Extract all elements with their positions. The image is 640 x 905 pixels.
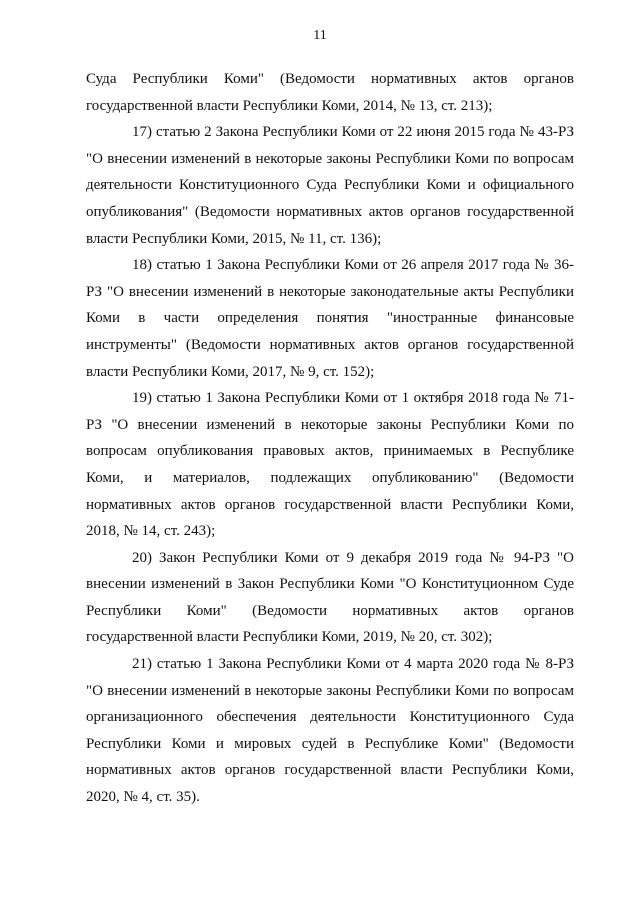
page-number: 11	[313, 28, 327, 43]
list-item-19: 19) статью 1 Закона Республики Коми от 1 октября 2018 года № 71-РЗ "О внесении изменений в некоторые законы Республики Коми по вопросам опубликования правовых актов, принимаемых в Республике Коми, и материалов, подлежащих опубликованию" (Ведомости нормативных актов органов государственной власти Республики Коми, 2018, № 14, ст. 243);	[86, 390, 574, 540]
list-item-18: 18) статью 1 Закона Республики Коми от 26 апреля 2017 года № 36-РЗ "О внесении изменений в некоторые законодательные акты Республики Коми в части определения понятия "иностранные финансовые инструменты" (Ведомости нормативных актов органов государственной власти Республики Коми, 2017, № 9, ст. 152);	[86, 257, 574, 380]
document-body	[86, 66, 574, 811]
list-item-21: 21) статью 1 Закона Республики Коми от 4 марта 2020 года № 8-РЗ "О внесении изменений в некоторые законы Республики Коми по вопросам организационного обеспечения деятельности Конституционного Суда Республики Коми и мировых судей в Республике Коми" (Ведомости нормативных актов органов государственной власти Республики Коми, 2020, № 4, ст. 35).	[86, 656, 574, 806]
list-item-17: 17) статью 2 Закона Республики Коми от 22 июня 2015 года № 43-РЗ "О внесении изменений в некоторые законы Республики Коми по вопросам деятельности Конституционного Суда Республики Коми и официального опубликования" (Ведомости нормативных актов органов государственной власти Республики Коми, 2015, № 11, ст. 136);	[86, 124, 574, 247]
paragraph-continuation: Суда Республики Коми" (Ведомости нормативных актов органов государственной власти Республики Коми, 2014, № 13, ст. 213);	[86, 71, 574, 114]
list-item-20: 20) Закон Республики Коми от 9 декабря 2019 года № 94-РЗ "О внесении изменений в Закон Республики Коми "О Конституционном Суде Республики Коми" (Ведомости нормативных актов органов государственной власти Республики Коми, 2019, № 20, ст. 302);	[86, 549, 574, 646]
